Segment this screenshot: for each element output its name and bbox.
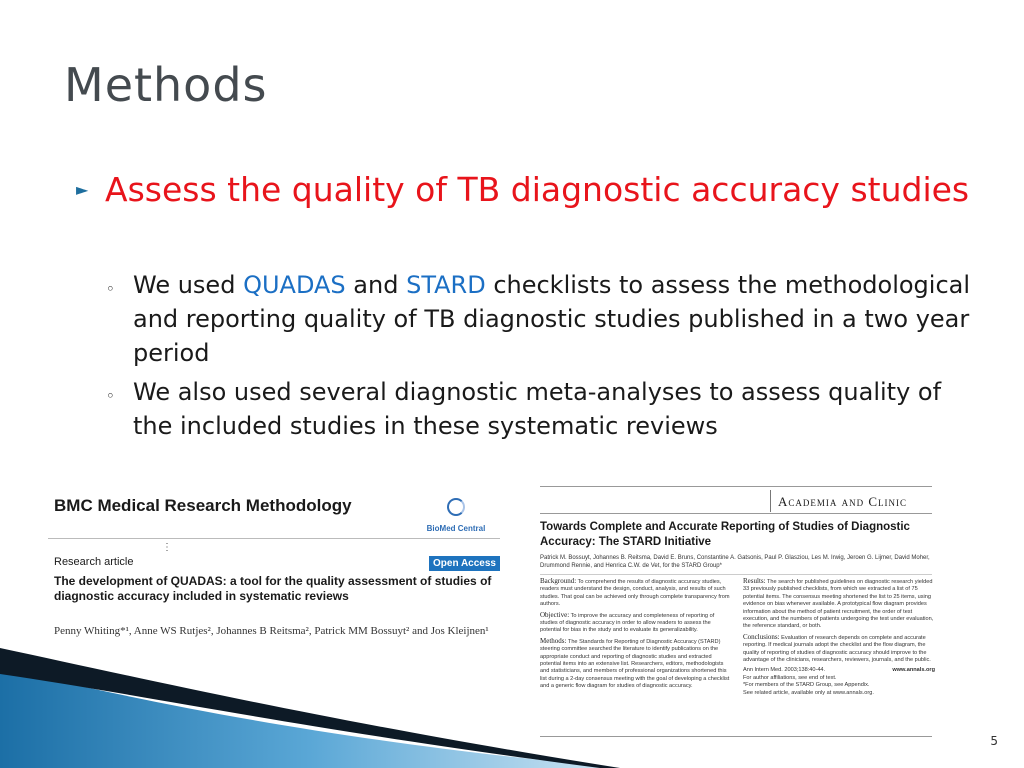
results-heading: Results: [743, 577, 766, 585]
affiliation-note: For author affiliations, see end of text. [743, 674, 837, 681]
biomed-central-logo [416, 498, 496, 536]
main-bullet-text: Assess the quality of TB diagnostic accuracy studies [105, 170, 970, 209]
bmc-article-image [48, 492, 500, 660]
article-type: Research article [54, 556, 134, 568]
page-number: 5 [990, 734, 998, 748]
divider [540, 574, 932, 575]
quadas-highlight: QUADAS [243, 271, 346, 299]
divider [540, 513, 932, 514]
methods-heading: Methods: [540, 636, 567, 645]
objective-heading: Objective: [540, 610, 570, 619]
results-text: The search for published guidelines on diagnostic research yielded 33 previously published checklists, from which we extracted a list of 75 potential items. The consensus meeting shortened the list to 25 items, using evidence on bias whenever available. A prototypical flow diagram provides information about the method of patient recruitment, the order of test execution, and the numbers of patients undergoing the test under evaluation, the reference standard, or both. [743, 579, 934, 630]
bmc-article-title: The development of QUADAS: a tool for the quality assessment of studies of diagnostic accuracy included in systematic reviews [54, 574, 492, 603]
biomed-logo-icon [447, 498, 465, 516]
arrow-bullet-icon: ► [76, 180, 89, 199]
cursor-icon: ⋮ [162, 542, 172, 553]
biomed-logo-text: BioMed Central [426, 524, 486, 533]
divider [770, 490, 771, 512]
sub-bullet-1 [133, 268, 973, 370]
sub1-mid: and [345, 271, 407, 299]
slide-title: Methods [64, 58, 268, 112]
circle-bullet-icon: ◦ [106, 280, 115, 298]
methods-text: The Standards for Reporting of Diagnostic Accuracy (STARD) steering committee searched the literature to identify publications on the appropriate conduct and reporting of diagnostic studies and extracted potential items into an extensive list. Researchers, editors, methodologists and statisticians, and members of professional organizations shortened this list during a 2-day consensus meeting with the goal of developing a checklist and a generic flow diagram for studies of diagnostic accuracy. [540, 638, 730, 690]
stard-article-authors: Patrick M. Bossuyt, Johannes B. Reitsma, David E. Bruns, Constantine A. Gatsonis, Paul P. Glasziou, Les M. Irwig, Jeroen G. Lijmer, David Moher, Drummond Rennie, and Henrica C.W. de Vet, for the STARD Group* [540, 555, 930, 569]
divider [48, 538, 500, 539]
journal-site: www.annals.org [892, 667, 935, 674]
abstract-right-column [743, 578, 935, 697]
members-note: *For members of the STARD Group, see Appendix. [743, 682, 870, 689]
circle-bullet-icon: ◦ [106, 387, 115, 405]
sub1-pre: We used [133, 271, 244, 299]
journal-section: Academia and Clinic [778, 494, 908, 509]
stard-article-title: Towards Complete and Accurate Reporting of Studies of Diagnostic Accuracy: The STARD Initiative [540, 521, 910, 548]
background-text: To comprehend the results of diagnostic accuracy studies, readers must understand the design, conduct, analysis, and results of such studies. That goal can be achieved only through complete transparency from authors. [540, 579, 730, 608]
citation: Ann Intern Med. 2003;138:40-44. [743, 667, 826, 674]
decorative-swoosh [0, 640, 620, 768]
sub1-post: checklists to assess the methodological and reporting quality of TB diagnostic studies published in a two year period [133, 271, 971, 367]
sub-bullet-2: We also used several diagnostic meta-analyses to assess quality of the included studies in these systematic reviews [133, 378, 942, 440]
objective-text: To improve the accuracy and completeness of reporting of studies of diagnostic accuracy in order to allow readers to assess the potential for bias in the study and to evaluate its generalizability. [540, 612, 715, 634]
open-access-badge: Open Access [429, 556, 500, 571]
related-article-note: See related article, available only at www.annals.org. [743, 689, 874, 696]
conclusions-heading: Conclusions: [743, 632, 780, 641]
stard-highlight: STARD [406, 271, 486, 299]
divider [540, 486, 932, 487]
bmc-journal-name: BMC Medical Research Methodology [54, 496, 352, 515]
conclusions-text: Evaluation of research depends on complete and accurate reporting. If medical journals adopt the checklist and the flow diagram, the quality of reporting of studies of diagnostic accuracy should improve to the advantage of the clinicians, researchers, reviewers, journals, and the public. [743, 634, 931, 664]
bmc-article-authors: Penny Whiting*¹, Anne WS Rutjes², Johannes B Reitsma², Patrick MM Bossuyt² and Jos Kleijnen¹ [54, 625, 489, 637]
background-heading: Background: [540, 577, 577, 585]
